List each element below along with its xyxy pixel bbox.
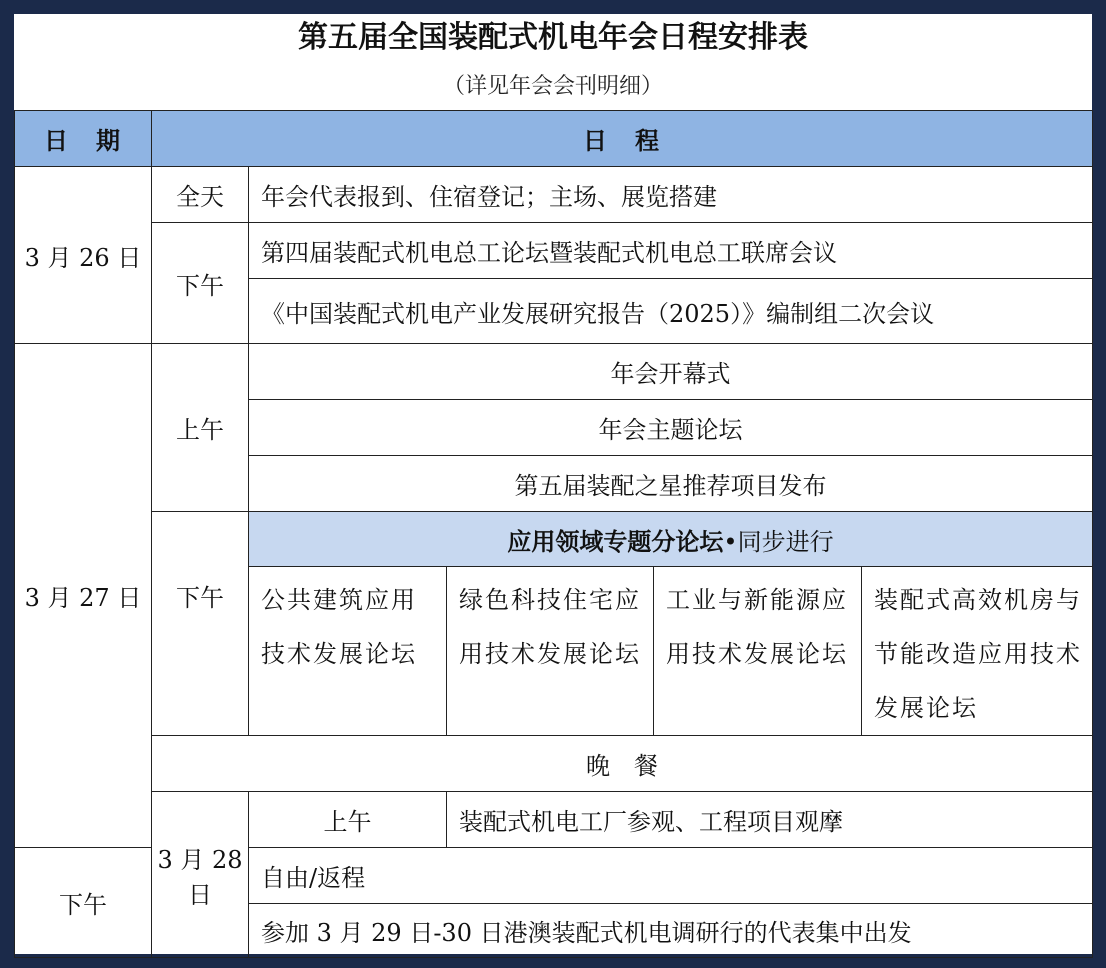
day3-afternoon-item: 自由/返程 — [249, 848, 1093, 904]
day3-date: 3 月 28 日 — [152, 792, 249, 958]
table-row — [15, 736, 1093, 792]
table-row — [15, 167, 1093, 223]
day2-dinner: 晚 餐 — [152, 736, 1093, 792]
header-schedule: 日 程 — [152, 111, 1093, 167]
page-title: 第五届全国装配式机电年会日程安排表 — [298, 20, 808, 55]
header-date: 日 期 — [15, 111, 152, 167]
schedule-page — [14, 14, 1092, 954]
day1-afternoon-period: 下午 — [152, 223, 249, 344]
table-row — [15, 792, 1093, 848]
table-row — [15, 223, 1093, 279]
forum-section-header — [249, 512, 1093, 567]
page-header — [14, 14, 1092, 111]
day3-afternoon-period: 下午 — [15, 848, 152, 958]
table-row — [15, 512, 1093, 567]
day1-date: 3 月 26 日 — [15, 167, 152, 344]
day1-allday-period: 全天 — [152, 167, 249, 223]
table-row — [15, 344, 1093, 400]
day3-morning-period: 上午 — [249, 792, 447, 848]
day1-afternoon-item: 第四届装配式机电总工论坛暨装配式机电总工联席会议 — [249, 223, 1093, 279]
table-header-row — [15, 111, 1093, 167]
forum-green-housing: 绿色科技住宅应用技术发展论坛 — [447, 567, 654, 736]
day3-afternoon-item: 参加 3 月 29 日-30 日港澳装配式机电调研行的代表集中出发 — [249, 904, 1093, 958]
forum-section-note: •同步进行 — [723, 527, 834, 556]
day2-morning-period: 上午 — [152, 344, 249, 512]
day2-morning-item: 年会开幕式 — [249, 344, 1093, 400]
day1-allday-item: 年会代表报到、住宿登记；主场、展览搭建 — [249, 167, 1093, 223]
day1-afternoon-item: 《中国装配式机电产业发展研究报告（2025）》编制组二次会议 — [249, 279, 1093, 344]
forum-public-buildings: 公共建筑应用技术发展论坛 — [249, 567, 447, 736]
page-subtitle: （详见年会会刊明细） — [442, 74, 663, 99]
day2-afternoon-period: 下午 — [152, 512, 249, 736]
day3-morning-item: 装配式机电工厂参观、工程项目观摩 — [447, 792, 1093, 848]
day2-date: 3 月 27 日 — [15, 344, 152, 848]
forum-section-title: 应用领域专题分论坛 — [507, 527, 724, 556]
schedule-table — [14, 110, 1093, 958]
day2-morning-item: 年会主题论坛 — [249, 400, 1093, 456]
forum-industry-energy: 工业与新能源应用技术发展论坛 — [654, 567, 862, 736]
day2-morning-item: 第五届装配之星推荐项目发布 — [249, 456, 1093, 512]
forum-machine-room: 装配式高效机房与节能改造应用技术发展论坛 — [862, 567, 1093, 736]
